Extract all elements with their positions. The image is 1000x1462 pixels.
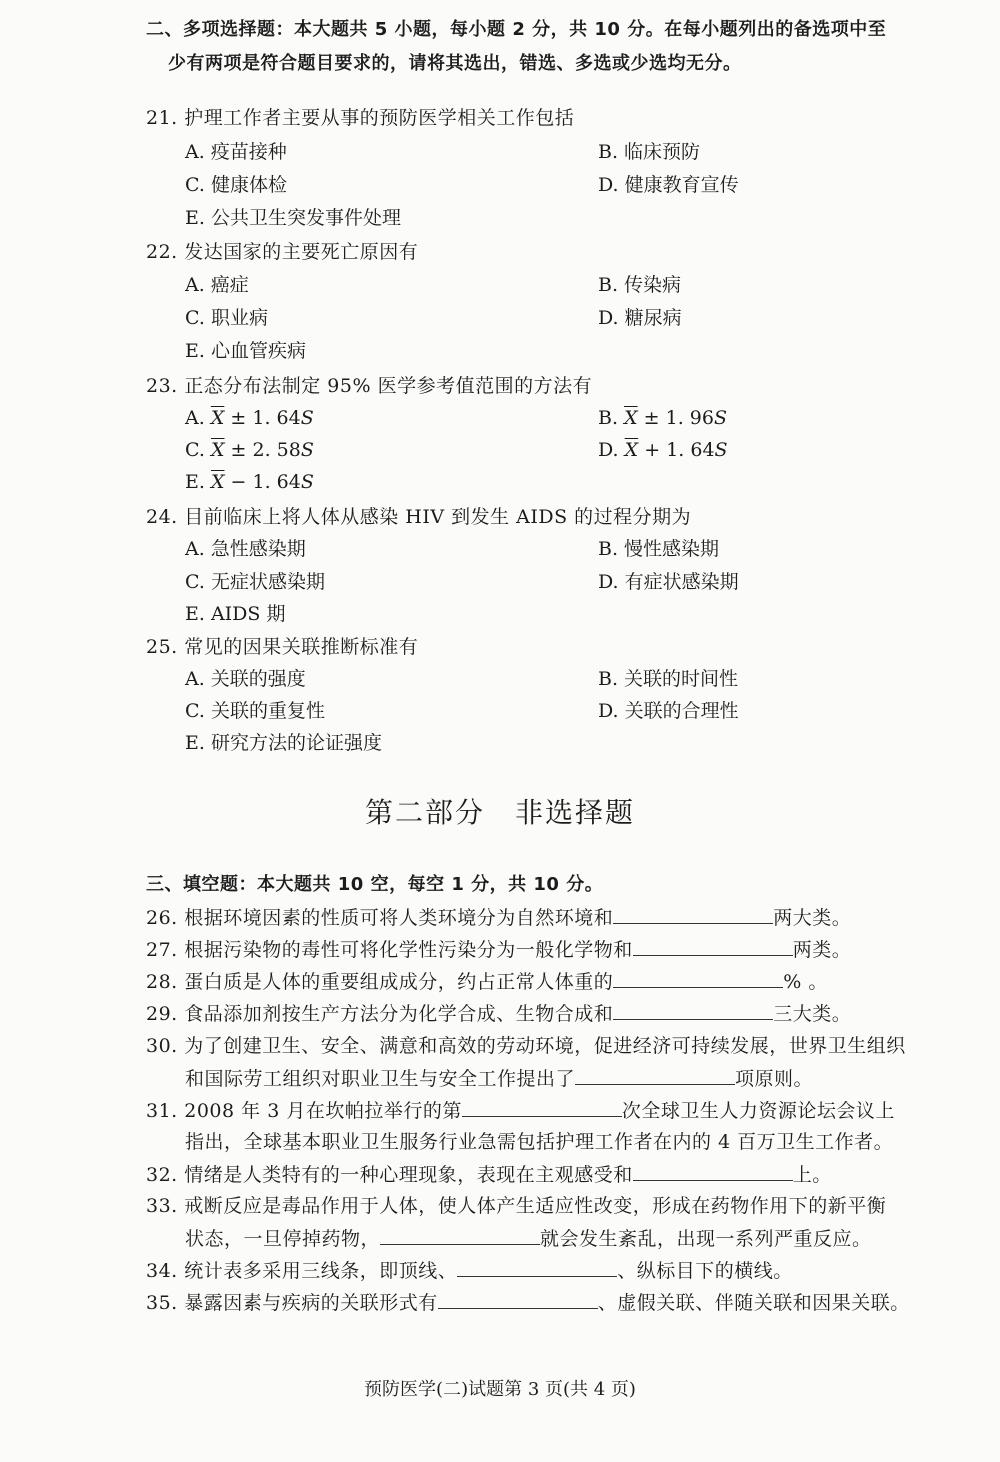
question-text: 31. 2008 年 3 月在坎帕拉举行的第 bbox=[146, 1100, 462, 1122]
question-31-line1 bbox=[146, 1098, 895, 1123]
s-symbol: S bbox=[300, 471, 314, 493]
q25-option-d: D. 关联的合理性 bbox=[598, 700, 739, 722]
option-value: − 1. 64 bbox=[230, 471, 301, 493]
answer-blank[interactable] bbox=[380, 1226, 540, 1245]
answer-blank[interactable] bbox=[438, 1290, 598, 1309]
question-text: 34. 统计表多采用三线条，即顶线、 bbox=[146, 1260, 458, 1282]
q24-option-c: C. 无症状感染期 bbox=[185, 571, 325, 593]
q23-option-e bbox=[185, 470, 314, 494]
q22-option-e: E. 心血管疾病 bbox=[185, 340, 306, 362]
question-text: 状态，一旦停掉药物， bbox=[185, 1228, 381, 1250]
question-21-stem: 21. 护理工作者主要从事的预防医学相关工作包括 bbox=[146, 107, 575, 129]
option-value: ± 1. 96 bbox=[643, 407, 714, 429]
question-25-stem: 25. 常见的因果关联推断标准有 bbox=[146, 636, 419, 658]
q22-option-c: C. 职业病 bbox=[185, 307, 268, 329]
q23-option-a bbox=[185, 406, 314, 430]
q24-option-d: D. 有症状感染期 bbox=[598, 571, 739, 593]
question-text-end: % 。 bbox=[783, 971, 828, 993]
q23-option-b bbox=[598, 406, 727, 430]
question-text: 和国际劳工组织对职业卫生与安全工作提出了 bbox=[185, 1068, 576, 1090]
question-28 bbox=[146, 969, 828, 994]
q25-option-c: C. 关联的重复性 bbox=[185, 700, 325, 722]
section2-heading-line1: 二、多项选择题：本大题共 5 小题，每小题 2 分，共 10 分。在每小题列出的备选项中至 bbox=[146, 19, 887, 40]
option-letter: C. bbox=[185, 439, 205, 461]
question-text: 26. 根据环境因素的性质可将人类环境分为自然环境和 bbox=[146, 907, 614, 929]
question-32 bbox=[146, 1162, 832, 1187]
option-letter: B. bbox=[598, 407, 619, 429]
question-text: 35. 暴露因素与疾病的关联形式有 bbox=[146, 1292, 438, 1314]
s-symbol: S bbox=[714, 439, 728, 461]
question-33-line1: 33. 戒断反应是毒品作用于人体，使人体产生适应性改变，形成在药物作用下的新平衡 bbox=[146, 1195, 887, 1217]
question-34 bbox=[146, 1258, 793, 1283]
q23-option-c bbox=[185, 438, 314, 462]
q24-option-e: E. AIDS 期 bbox=[185, 603, 286, 625]
question-text-end: 、纵标目下的横线。 bbox=[617, 1260, 793, 1282]
s-symbol: S bbox=[300, 439, 314, 461]
option-value: + 1. 64 bbox=[644, 439, 715, 461]
question-text-end: 两类。 bbox=[792, 939, 852, 961]
question-31-line2: 指出，全球基本职业卫生服务行业急需包括护理工作者在内的 4 百万卫生工作者。 bbox=[185, 1131, 894, 1153]
q25-option-b: B. 关联的时间性 bbox=[598, 668, 739, 690]
question-23-stem: 23. 正态分布法制定 95% 医学参考值范围的方法有 bbox=[146, 375, 593, 397]
s-symbol: S bbox=[300, 407, 314, 429]
question-33-line2 bbox=[185, 1226, 872, 1251]
q25-option-a: A. 关联的强度 bbox=[185, 668, 306, 690]
q21-option-b: B. 临床预防 bbox=[598, 141, 701, 163]
q22-option-d: D. 糖尿病 bbox=[598, 307, 682, 329]
x-bar-symbol: $\overline{X}$ bbox=[624, 407, 638, 429]
option-letter: A. bbox=[185, 407, 205, 429]
question-text-end: 上。 bbox=[792, 1164, 832, 1186]
question-text: 28. 蛋白质是人体的重要组成成分，约占正常人体重的 bbox=[146, 971, 614, 993]
question-text-end: 两大类。 bbox=[773, 907, 852, 929]
question-27 bbox=[146, 937, 851, 962]
answer-blank[interactable] bbox=[462, 1098, 622, 1117]
option-letter: D. bbox=[598, 439, 619, 461]
question-text: 32. 情绪是人类特有的一种心理现象，表现在主观感受和 bbox=[146, 1164, 633, 1186]
section3-heading: 三、填空题：本大题共 10 空，每空 1 分，共 10 分。 bbox=[146, 874, 604, 895]
question-35 bbox=[146, 1290, 910, 1315]
s-symbol: S bbox=[713, 407, 727, 429]
q22-option-a: A. 癌症 bbox=[185, 274, 249, 296]
question-24-stem: 24. 目前临床上将人体从感染 HIV 到发生 AIDS 的过程分期为 bbox=[146, 506, 692, 528]
option-letter: E. bbox=[185, 471, 205, 493]
part2-title: 第二部分 非选择题 bbox=[364, 796, 635, 829]
q22-option-b: B. 传染病 bbox=[598, 274, 682, 296]
question-text: 29. 食品添加剂按生产方法分为化学合成、生物合成和 bbox=[146, 1003, 614, 1025]
question-text-end: 项原则。 bbox=[735, 1068, 814, 1090]
answer-blank[interactable] bbox=[633, 937, 793, 956]
question-22-stem: 22. 发达国家的主要死亡原因有 bbox=[146, 241, 419, 263]
answer-blank[interactable] bbox=[457, 1258, 617, 1277]
answer-blank[interactable] bbox=[613, 1001, 773, 1020]
answer-blank[interactable] bbox=[575, 1066, 735, 1085]
page-footer: 预防医学(二)试题第 3 页(共 4 页) bbox=[364, 1379, 636, 1400]
q25-option-e: E. 研究方法的论证强度 bbox=[185, 732, 382, 754]
option-value: ± 1. 64 bbox=[230, 407, 301, 429]
question-text: 27. 根据污染物的毒性可将化学性污染分为一般化学物和 bbox=[146, 939, 633, 961]
question-29 bbox=[146, 1001, 851, 1026]
q23-option-d bbox=[598, 438, 728, 462]
q21-option-e: E. 公共卫生突发事件处理 bbox=[185, 207, 401, 229]
answer-blank[interactable] bbox=[613, 905, 773, 924]
q21-option-d: D. 健康教育宣传 bbox=[598, 174, 739, 196]
question-30-line1: 30. 为了创建卫生、安全、满意和高效的劳动环境，促进经济可持续发展，世界卫生组织 bbox=[146, 1035, 906, 1057]
option-value: ± 2. 58 bbox=[230, 439, 301, 461]
q24-option-a: A. 急性感染期 bbox=[185, 538, 306, 560]
x-bar-symbol: $\overline{X}$ bbox=[210, 407, 225, 429]
question-text-end: 次全球卫生人力资源论坛会议上 bbox=[621, 1100, 895, 1122]
q21-option-a: A. 疫苗接种 bbox=[185, 141, 287, 163]
question-text-end: 就会发生紊乱，出现一系列严重反应。 bbox=[540, 1228, 872, 1250]
x-bar-symbol: $\overline{X}$ bbox=[210, 471, 225, 493]
question-text-end: 、虚假关联、伴随关联和因果关联。 bbox=[597, 1292, 910, 1314]
q24-option-b: B. 慢性感染期 bbox=[598, 538, 720, 560]
q21-option-c: C. 健康体检 bbox=[185, 174, 287, 196]
question-30-line2 bbox=[185, 1066, 813, 1091]
question-26 bbox=[146, 905, 851, 930]
section2-heading-line2: 少有两项是符合题目要求的，请将其选出，错选、多选或少选均无分。 bbox=[168, 53, 742, 74]
question-text-end: 三大类。 bbox=[773, 1003, 852, 1025]
x-bar-symbol: $\overline{X}$ bbox=[210, 439, 225, 461]
x-bar-symbol: $\overline{X}$ bbox=[624, 439, 639, 461]
answer-blank[interactable] bbox=[613, 969, 783, 988]
answer-blank[interactable] bbox=[633, 1162, 793, 1181]
